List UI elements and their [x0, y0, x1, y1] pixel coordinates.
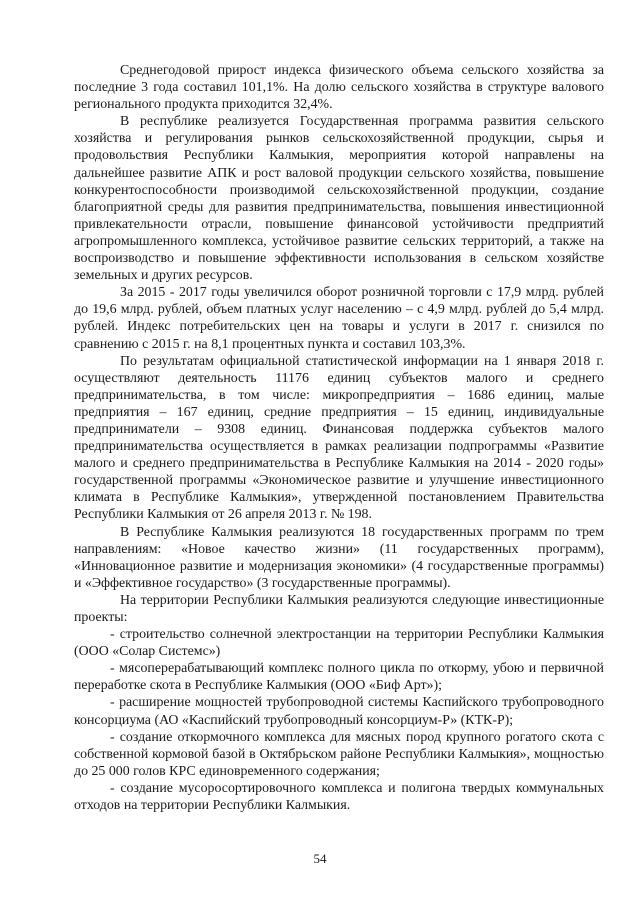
paragraph-state-programs-count: В Республике Калмыкия реализуются 18 государственных программ по трем направлениям: «Новое качество жизни» (11 государственных программ), «Инновационное развитие и модернизация экономики» (4 государственные программы) и «Эффективное государство» (3 государственные программы).: [74, 524, 604, 591]
list-item-pipeline: - расширение мощностей трубопроводной системы Каспийского трубопроводного консорциума (АО «Каспийский трубопроводный консорциум-Р» (КТК-Р);: [74, 695, 604, 728]
list-item-waste-sorting: - создание мусоросортировочного комплекса и полигона твердых коммунальных отходов на территории Республики Калмыкия.: [74, 780, 604, 814]
paragraph-agriculture-growth: Среднегодовой прирост индекса физического объема сельского хозяйства за последние 3 года составил 101,1%. На долю сельского хозяйства в структуре валового регионального продукта приходится 32,4%.: [74, 63, 604, 113]
list-item-feedlot: - создание откормочного комплекса для мясных пород крупного рогатого скота с собственной кормовой базой в Октябрьском районе Республики Калмыкия», мощностью до 25 000 голов КРС единовременного содержания;: [74, 729, 604, 779]
page-number: 54: [313, 851, 327, 866]
list-item-meat-complex: - мясоперерабатывающий комплекс полного цикла по откорму, убою и первичной переработке скота в Республике Калмыкия (ООО «Биф Арт»);: [74, 661, 604, 694]
paragraph-state-program: В республике реализуется Государственная программа развития сельского хозяйства и регулирования рынков сельскохозяйственной продукции, сырья и продовольствия Республики Калмыкия, мероприятия которой направлены на дальнейшее развитие АПК и рост валовой продукции сельского хозяйства, повышение конкурентоспособности производимой сельскохозяйственной продукции, создание благоприятной среды для развития предпринимательства, повышения инвестиционной привлекательности отрасли, повышение финансовой устойчивости предприятий агропромышленного комплекса, устойчивое развитие сельских территорий, а также на воспроизводство и повышение эффективности использования в сельском хозяйстве земельных и других ресурсов.: [74, 114, 604, 284]
paragraph-investment-intro: На территории Республики Калмыкия реализуются следующие инвестиционные проекты:: [74, 592, 604, 625]
document-body: [74, 62, 604, 814]
paragraph-retail-turnover: За 2015 - 2017 годы увеличился оборот розничной торговли с 17,9 млрд. рублей до 19,6 млрд. рублей, объем платных услуг населению – с 4,9 млрд. рублей до 5,4 млрд. рублей. Индекс потребительских цен на товары и услуги в 2017 г. снизился по сравнению с 2015 г. на 8,1 процентных пункта и составил 103,3%.: [74, 285, 604, 352]
paragraph-small-business: По результатам официальной статистической информации на 1 января 2018 г. осуществляют деятельность 11176 единиц субъектов малого и среднего предпринимательства, в том числе: микропредприятия – 1686 единиц, малые предприятия – 167 единиц, средние предприятия – 15 единиц, индивидуальные предприниматели – 9308 единиц. Финансовая поддержка субъектов малого предпринимательства осуществляется в рамках реализации подпрограммы «Развитие малого и среднего предпринимательства в Республике Калмыкия на 2014 - 2020 годы» государственной программы «Экономическое развитие и улучшение инвестиционного климата в Республике Калмыкия», утвержденной постановлением Правительства Республики Калмыкия от 26 апреля 2013 г. № 198.: [74, 353, 604, 523]
list-item-solar-plant: - строительство солнечной электростанции на территории Республики Калмыкия (ООО «Солар Системс»): [74, 627, 604, 660]
